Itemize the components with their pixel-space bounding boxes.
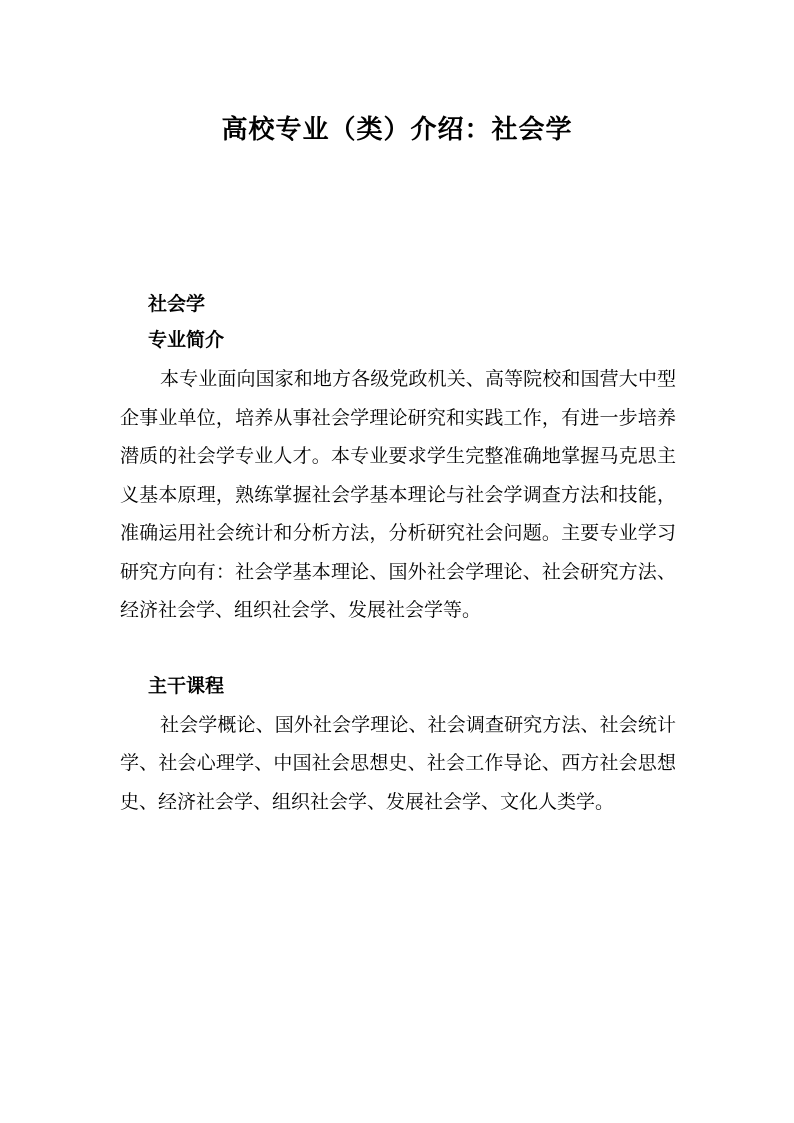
- section-intro: [120, 324, 676, 630]
- section-heading-intro: 专业简介: [148, 329, 225, 351]
- section-courses: [120, 670, 676, 822]
- document-title: 高校专业（类）介绍：社会学: [221, 115, 573, 145]
- document-content: [120, 288, 676, 821]
- section-body-intro: 本专业面向国家和地方各级党政机关、高等院校和国营大中型企事业单位，培养从事社会学理论研究和实践工作，有进一步培养潜质的社会学专业人才。本专业要求学生完整准确地掌握马克思主义基本原理，熟练掌握社会学基本理论与社会学调查方法和技能，准确运用社会统计和分析方法，分析研究社会问题。主要专业学习研究方向有：社会学基本理论、国外社会学理论、社会研究方法、经济社会学、组织社会学、发展社会学等。: [120, 368, 676, 621]
- section-body-courses: 社会学概论、国外社会学理论、社会调查研究方法、社会统计学、社会心理学、中国社会思想史、社会工作导论、西方社会思想史、经济社会学、组织社会学、发展社会学、文化人类学。: [120, 713, 676, 813]
- section-heading-courses: 主干课程: [148, 674, 225, 697]
- section-spacer: [120, 630, 676, 660]
- subject-heading: 社会学: [148, 293, 206, 315]
